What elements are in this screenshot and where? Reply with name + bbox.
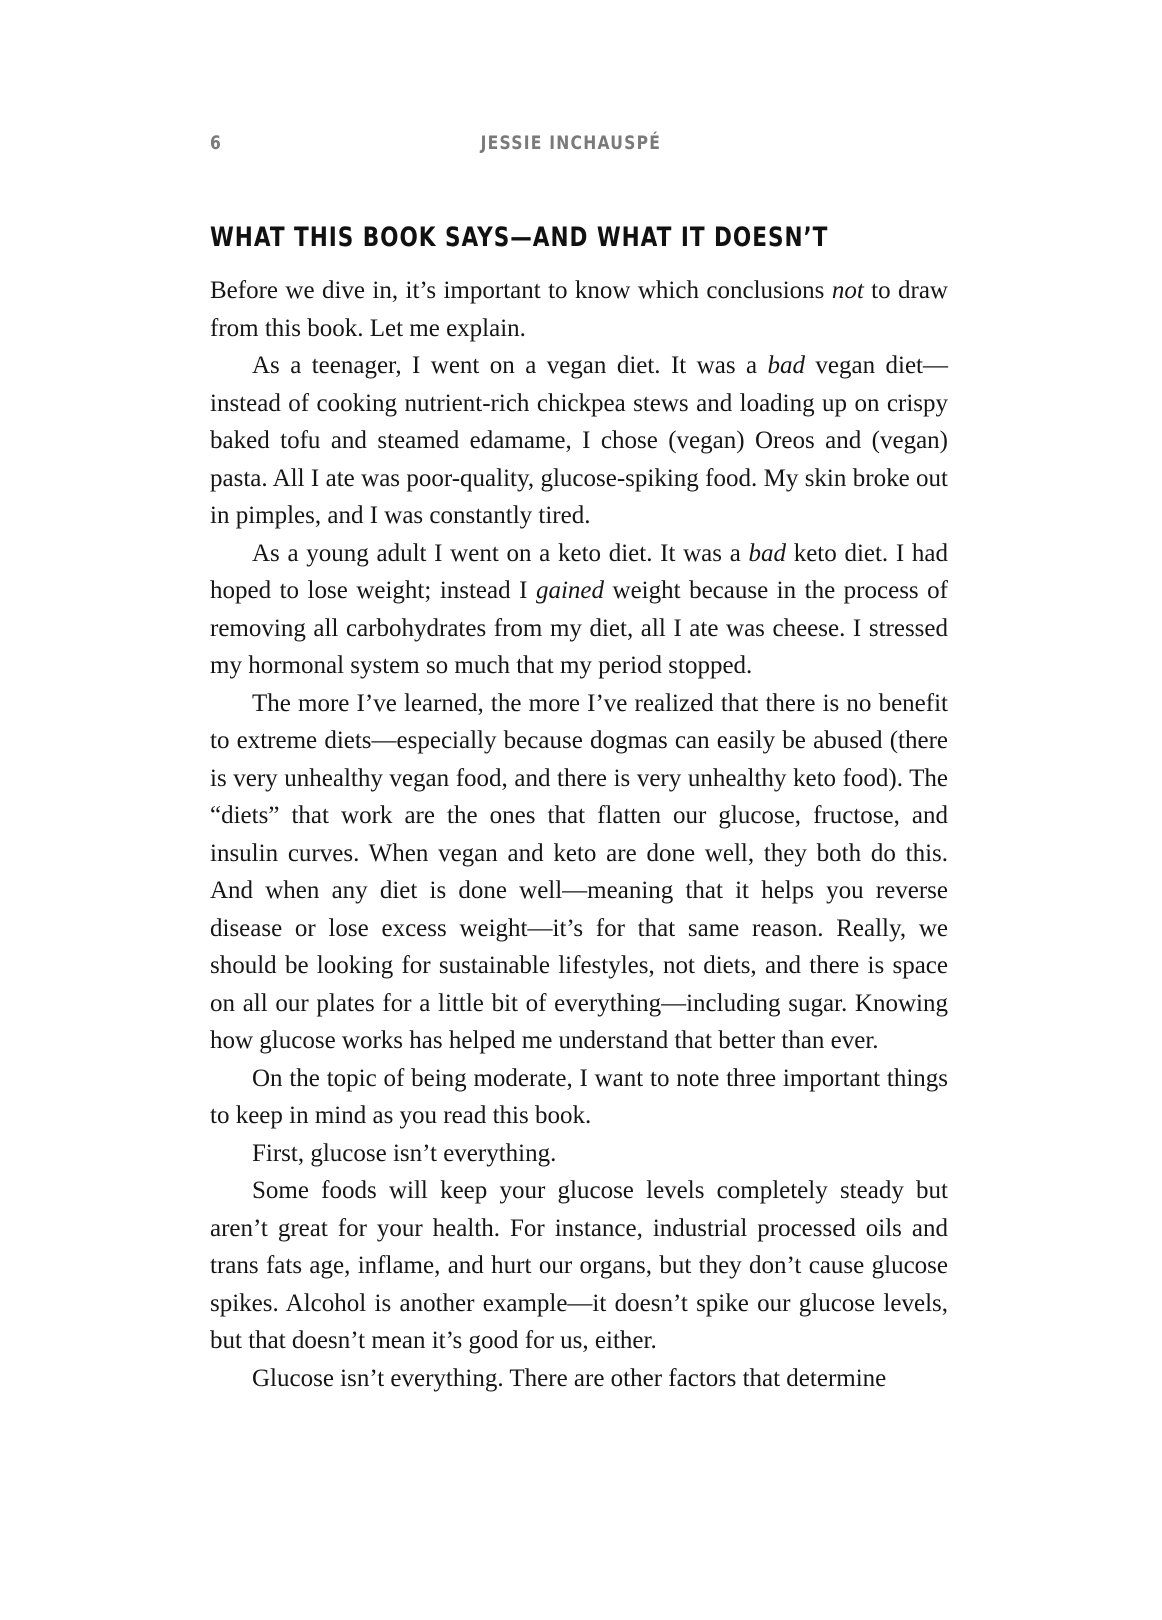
text-run: Some foods will keep your glucose levels completely steady but aren’t great for your health. For instance, industrial processed oils and trans fats age, inflame, and hurt our organs, but they don’t cause glucose spikes. Alcohol is another example—it doesn’t spike our glucose levels, but that doesn’t mean it’s good for us, either. [210, 1177, 948, 1354]
running-header [210, 132, 825, 162]
text-run: vegan diet—instead of cooking nutrient-rich chickpea stews and loading up on crispy baked tofu and steamed edamame, I chose (vegan) Oreos and (vegan) pasta. All I ate was poor-quality, glucose-spiking food. My skin broke out in pimples, and I was constantly tired. [210, 352, 948, 529]
emphasis: bad [748, 539, 786, 567]
paragraph [210, 535, 948, 685]
text-run: First, glucose isn’t everything. [252, 1139, 557, 1167]
text-run: The more I’ve learned, the more I’ve realized that there is no benefit to extreme diets—especially because dogmas can easily be abused (there is very unhealthy vegan food, and there is very unhealthy keto food). The “diets” that work are the ones that flatten our glucose, fructose, and insulin curves. When vegan and keto are done well, they both do this. And when any diet is done well—meaning that it helps you reverse disease or lose excess weight—it’s for that same reason. Really, we should be looking for sustainable lifestyles, not diets, and there is space on all our plates for a little bit of everything—including sugar. Knowing how glucose works has helped me understand that better than ever. [210, 689, 948, 1054]
emphasis: bad [767, 352, 805, 379]
text-run: keto diet. I had hoped to lose weight; instead I [210, 539, 948, 604]
section-heading: WHAT THIS BOOK SAYS—AND WHAT IT DOESN’T [210, 222, 829, 253]
emphasis: not [831, 277, 864, 304]
text-run: weight because in the process of removing all carbohydrates from my diet, all I ate was cheese. I stressed my hormonal system so much that my period stopped. [210, 577, 948, 679]
paragraph [210, 272, 948, 347]
paragraph [210, 1135, 948, 1173]
text-run: As a young adult I went on a keto diet. It was a [252, 539, 749, 567]
page-number: 6 [210, 132, 223, 154]
paragraph [210, 685, 948, 1060]
text-run: Before we dive in, it’s important to know which conclusions [210, 277, 832, 304]
paragraph [210, 1360, 948, 1398]
text-run: As a teenager, I went on a vegan diet. It was a [252, 352, 768, 379]
text-run: On the topic of being moderate, I want to note three important things to keep in mind as you read this book. [210, 1064, 948, 1129]
text-run: to draw from this book. Let me explain. [210, 277, 948, 342]
running-title: JESSIE INCHAUSPÉ [480, 132, 662, 154]
text-run: Glucose isn’t everything. There are other factors that determine [252, 1364, 887, 1392]
paragraph [210, 347, 948, 535]
body-text [210, 272, 948, 1397]
paragraph [210, 1172, 948, 1360]
paragraph [210, 1060, 948, 1135]
emphasis: gained [535, 577, 605, 604]
